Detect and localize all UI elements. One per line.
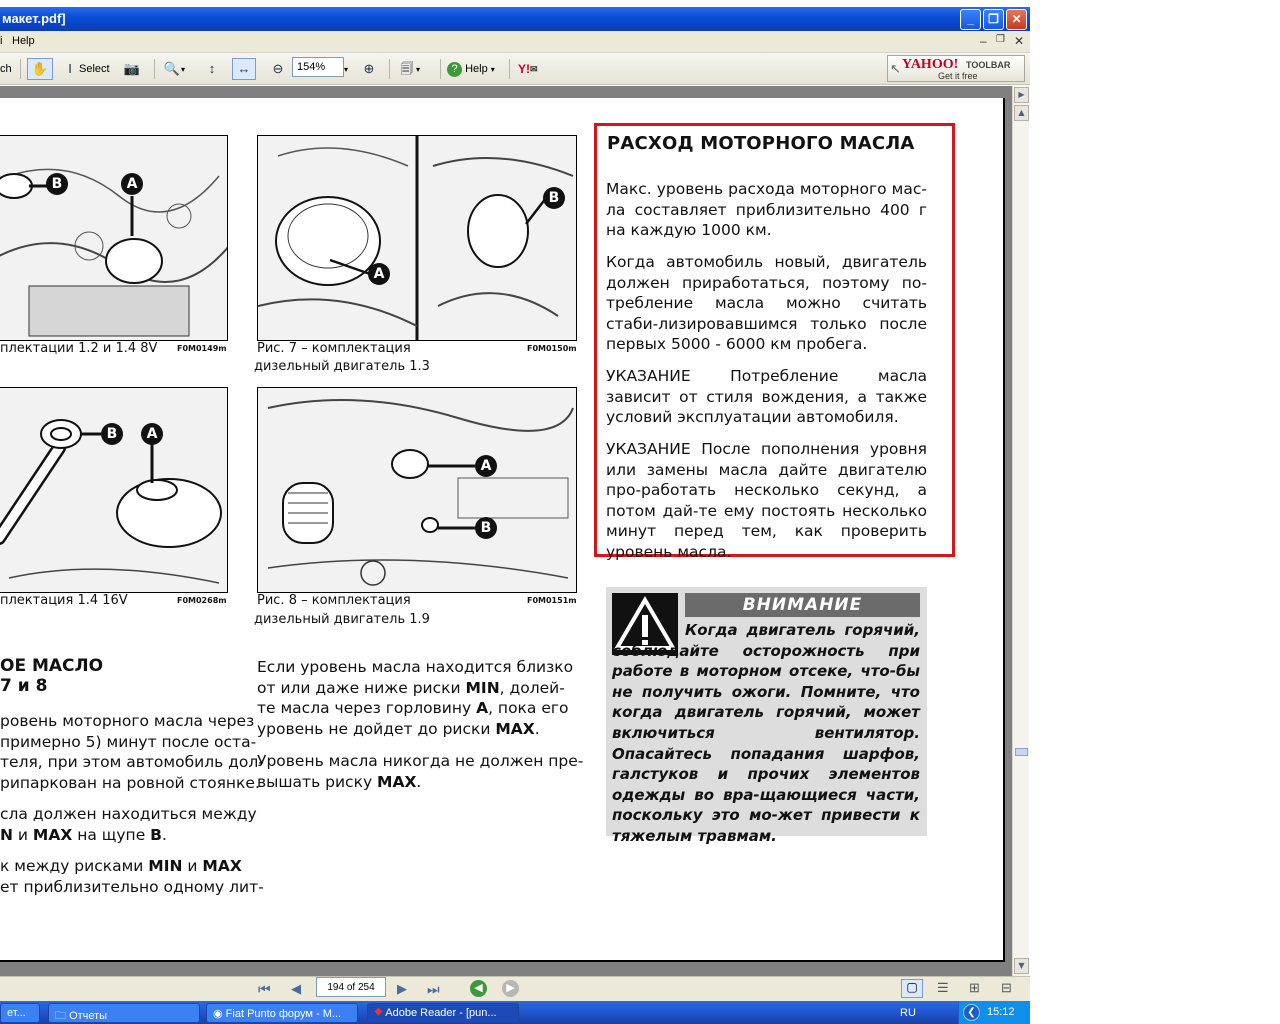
bold-term: B xyxy=(150,825,162,844)
vertical-scrollbar[interactable] xyxy=(1012,86,1029,976)
text-fragment: уровень не дойдет до риски xyxy=(257,719,496,738)
single-page-view-button[interactable]: ▢ xyxy=(901,979,923,998)
figure-code: F0M0149m xyxy=(177,344,227,353)
zoom-input[interactable] xyxy=(292,57,344,77)
text-line xyxy=(257,678,577,699)
search-tool[interactable] xyxy=(0,58,12,80)
warning-box xyxy=(606,587,927,845)
taskbar xyxy=(0,1001,1030,1024)
select-tool-button[interactable] xyxy=(61,58,110,80)
window-title: макет.pdf] xyxy=(2,11,66,26)
toolbar-separator xyxy=(20,59,21,79)
taskbar-label: Adobe Reader - [pun... xyxy=(385,1007,497,1019)
close-icon: ✕ xyxy=(1011,12,1022,26)
tray-expand-icon[interactable]: ❮ xyxy=(963,1004,980,1021)
zoom-dropdown-button[interactable] xyxy=(344,58,348,80)
text-fragment: , пока его xyxy=(488,699,569,717)
toolbar-separator xyxy=(509,59,510,79)
callout-b: B xyxy=(46,173,68,195)
yahoo-mail-icon: ✉ xyxy=(530,63,538,74)
warning-text: Когда двигатель горячий, соблюдайте осторожность при работе в моторном отсеке, что-бы не получить ожоги. Помните, что когда двигатель горячий, может включиться вентилятор. Опасайтесь попадания шарфов, галстуков и прочих элементов одежды во вра-щающиеся части, поскольку это мо-жет привести к тяжелым травмам. xyxy=(612,621,920,845)
left-paragraph-1 xyxy=(0,711,264,793)
scroll-thumb[interactable] xyxy=(1015,748,1028,756)
engine-drawing xyxy=(258,388,577,593)
text-fragment: от или даже ниже риски xyxy=(257,678,466,697)
bold-term: MIN xyxy=(465,678,500,697)
taskbar-item-folder[interactable] xyxy=(48,1003,200,1023)
hand-tool-button[interactable] xyxy=(27,58,53,80)
figure-7-caption-line2: дизельный двигатель 1.3 xyxy=(254,359,430,374)
help-button[interactable] xyxy=(447,58,495,80)
text-fragment: . xyxy=(534,719,540,738)
text-fragment: к между рисками xyxy=(0,857,149,875)
figure-7 xyxy=(257,135,577,341)
text-line: рипаркован на ровной стоянке. xyxy=(0,773,260,792)
section-heading-line1: ОЕ МАСЛО xyxy=(0,656,104,676)
figure-7-caption-line1: Рис. 7 – комплектация xyxy=(257,341,411,356)
figure-code: F0M0268m xyxy=(177,596,227,605)
taskbar-item-adobe[interactable] xyxy=(367,1003,519,1023)
figure-8-caption-line2: дизельный двигатель 1.9 xyxy=(254,612,430,627)
magnifier-icon: 🔍 xyxy=(163,61,181,76)
text-fragment: те масла через горловину xyxy=(257,699,477,717)
dipstick-drawing xyxy=(0,388,228,593)
continuous-facing-button[interactable]: ⊟ xyxy=(1001,980,1012,995)
toolbar-separator xyxy=(440,59,441,79)
figure-bottom-left xyxy=(0,387,228,593)
text-fragment: . xyxy=(161,825,167,844)
text-line: Уровень масла никогда не должен пре- xyxy=(257,752,584,770)
section-heading xyxy=(0,656,103,696)
doc-minimize-icon[interactable]: – xyxy=(980,34,987,48)
continuous-view-button[interactable]: ☰ xyxy=(937,980,949,995)
search-label: ch xyxy=(0,63,12,75)
figure-code: F0M0151m xyxy=(527,596,577,605)
text-fragment: вышать риску xyxy=(257,772,378,791)
menu-item-tail[interactable]: i xyxy=(0,35,3,47)
text-fragment: . xyxy=(416,772,422,791)
box-paragraph-4: УКАЗАНИЕ После пополнения уровня или замены масла дайте двигателю про-работать несколько секунд, а потом дай-те ему постоять несколько минут перед тем, как проверить уровень масла. xyxy=(606,440,927,561)
scroll-up-button[interactable] xyxy=(1014,105,1029,121)
bold-term: MAX xyxy=(202,857,242,875)
zoom-in-tool[interactable] xyxy=(163,58,185,80)
page-number-input[interactable] xyxy=(316,977,386,997)
yahoo-getit-label: Get it free xyxy=(938,71,978,81)
text-fragment: и xyxy=(182,857,203,875)
chevron-up-icon: ▲ xyxy=(1018,108,1025,117)
back-view-button[interactable]: ◀ xyxy=(470,980,487,997)
figure-caption: плектации 1.2 и 1.4 8V xyxy=(0,341,158,356)
bold-term: MAX xyxy=(32,825,73,844)
callout-a: A xyxy=(475,455,497,477)
minimize-button[interactable] xyxy=(960,9,981,30)
bold-term: MAX xyxy=(377,772,417,791)
toolbar-separator xyxy=(389,59,390,79)
last-page-button[interactable]: ⏭ xyxy=(427,981,440,997)
text-line xyxy=(0,825,228,846)
help-label: Help xyxy=(465,63,488,75)
hand-icon: ✋ xyxy=(31,61,49,76)
facing-view-button[interactable]: ⊞ xyxy=(969,980,980,995)
scroll-right-button[interactable] xyxy=(1014,87,1029,103)
adobe-icon: ⯁ xyxy=(374,1007,383,1019)
text-line: примерно 5) минут после оста- xyxy=(0,732,257,751)
restore-icon: ❐ xyxy=(988,12,999,26)
text-line: Если уровень масла находится близко xyxy=(257,658,574,676)
snapshot-button[interactable] xyxy=(123,58,141,80)
help-icon: ? xyxy=(447,62,462,77)
camera-icon: 📷 xyxy=(123,61,141,76)
text-line: сла должен находиться между xyxy=(0,805,257,823)
text-line xyxy=(257,698,577,719)
left-paragraph-3 xyxy=(0,856,264,897)
chevron-down-icon: ▾ xyxy=(181,64,186,74)
text-fragment: на щупе xyxy=(72,825,151,844)
text-fragment: , долей- xyxy=(499,678,565,697)
yahoo-logo: YAHOO! xyxy=(902,57,959,72)
doc-restore-icon[interactable]: ❐ xyxy=(996,34,1005,45)
minimize-icon: _ xyxy=(967,12,974,26)
section-heading-line2: 7 и 8 xyxy=(0,676,48,696)
folder-icon: 🗀 xyxy=(55,1010,66,1022)
doc-close-icon[interactable]: ✕ xyxy=(1014,34,1025,48)
taskbar-label: Отчеты xyxy=(69,1010,108,1022)
text-line: ровень моторного масла через xyxy=(0,712,255,730)
text-cursor-icon: I xyxy=(68,61,72,76)
box-title: РАСХОД МОТОРНОГО МАСЛА xyxy=(607,133,915,154)
engine-drawing xyxy=(0,136,228,341)
navigation-bar xyxy=(0,976,1030,1001)
callout-b: B xyxy=(475,517,497,539)
oil-consumption-box xyxy=(594,123,955,561)
bold-term: MIN xyxy=(148,857,183,875)
pages-icon: 🗐 xyxy=(400,61,414,76)
middle-paragraph-2 xyxy=(257,751,584,792)
taskbar-item[interactable]: ет... xyxy=(0,1003,40,1023)
chevron-down-icon: ▾ xyxy=(490,64,495,74)
bold-term: N xyxy=(0,825,13,844)
taskbar-item-browser[interactable] xyxy=(206,1003,358,1023)
text-line xyxy=(257,719,577,740)
taskbar-label: Fiat Punto форум - M... xyxy=(225,1008,342,1020)
box-paragraph-2: Когда автомобиль новый, двигатель должен приработаться, поэтому по-требление масла можно считать стаби-лизировавшимся только после первых 5000 - 6000 км пробега. xyxy=(606,253,927,353)
bold-term: A xyxy=(476,699,489,717)
scroll-down-button[interactable] xyxy=(1014,958,1029,974)
box-paragraph-3: УКАЗАНИЕ Потребление масла зависит от стиля вождения, а также условий эксплуатации автомобиля. xyxy=(606,367,927,426)
restore-button[interactable] xyxy=(983,9,1004,30)
callout-a: A xyxy=(141,423,163,445)
title-bar[interactable] xyxy=(0,7,1030,31)
box-paragraph-1: Макс. уровень расхода моторного мас-ла составляет приблизительно 400 г на каждую 1000 км. xyxy=(606,180,927,239)
figure-code: F0M0150m xyxy=(527,344,577,353)
page-layout-button[interactable] xyxy=(398,58,420,80)
minus-circle-icon: ⊖ xyxy=(272,61,284,76)
yahoo-small-icon: Y! xyxy=(518,62,530,76)
figure-top-left xyxy=(0,135,228,341)
triangle-right-icon: ▶ xyxy=(1018,90,1025,99)
callout-b: B xyxy=(101,423,123,445)
fit-width-icon: ↔ xyxy=(237,61,251,76)
zoom-in-button[interactable] xyxy=(360,58,378,80)
plus-circle-icon: ⊕ xyxy=(363,61,375,76)
text-line: теля, при этом автомобиль дол- xyxy=(0,753,264,771)
toolbar xyxy=(0,53,1030,85)
callout-b: B xyxy=(543,187,565,209)
yahoo-button[interactable] xyxy=(518,58,538,80)
callout-a: A xyxy=(121,173,143,195)
callout-a: A xyxy=(368,263,390,285)
system-tray xyxy=(958,1001,1030,1024)
toolbar-separator xyxy=(154,59,155,79)
language-indicator[interactable]: RU xyxy=(900,1007,916,1019)
fit-height-icon: ↕ xyxy=(208,61,216,76)
yahoo-toolbar-label: TOOLBAR xyxy=(966,60,1011,70)
select-label: Select xyxy=(79,63,110,75)
figure-8 xyxy=(257,387,577,593)
figure-caption: плектация 1.4 16V xyxy=(0,593,128,608)
text-line xyxy=(0,856,242,877)
pdf-page xyxy=(0,98,1005,962)
figure-8-caption-line1: Рис. 8 – комплектация xyxy=(257,593,411,608)
forward-view-button[interactable]: ▶ xyxy=(502,980,519,997)
previous-page-button[interactable]: ◀ xyxy=(291,981,301,996)
chevron-down-icon: ▾ xyxy=(416,64,421,74)
chevron-down-icon: ▾ xyxy=(344,64,349,74)
first-page-button[interactable]: ⏮ xyxy=(258,981,271,997)
close-button[interactable] xyxy=(1006,9,1027,30)
fit-height-button[interactable] xyxy=(203,58,221,80)
firefox-icon: ◉ xyxy=(213,1008,223,1020)
middle-paragraph-1 xyxy=(257,657,577,739)
fit-width-button[interactable] xyxy=(232,58,256,80)
menu-item-help[interactable]: Help xyxy=(12,35,35,47)
text-fragment: и xyxy=(12,825,33,844)
warning-title: ВНИМАНИЕ xyxy=(685,593,920,617)
engine-drawing xyxy=(258,136,577,341)
text-line: ет приблизительно одному лит- xyxy=(0,877,264,896)
clock: 15:12 xyxy=(987,1006,1015,1018)
yahoo-toolbar-badge[interactable] xyxy=(887,55,1025,82)
cursor-icon: ↖ xyxy=(890,61,901,76)
chevron-down-icon: ▼ xyxy=(1018,961,1025,970)
bold-term: MAX xyxy=(495,719,535,738)
next-page-button[interactable]: ▶ xyxy=(397,981,407,996)
left-paragraph-2 xyxy=(0,804,257,845)
menu-bar xyxy=(0,31,1030,53)
text-line xyxy=(257,772,577,793)
zoom-out-button[interactable] xyxy=(269,58,287,80)
